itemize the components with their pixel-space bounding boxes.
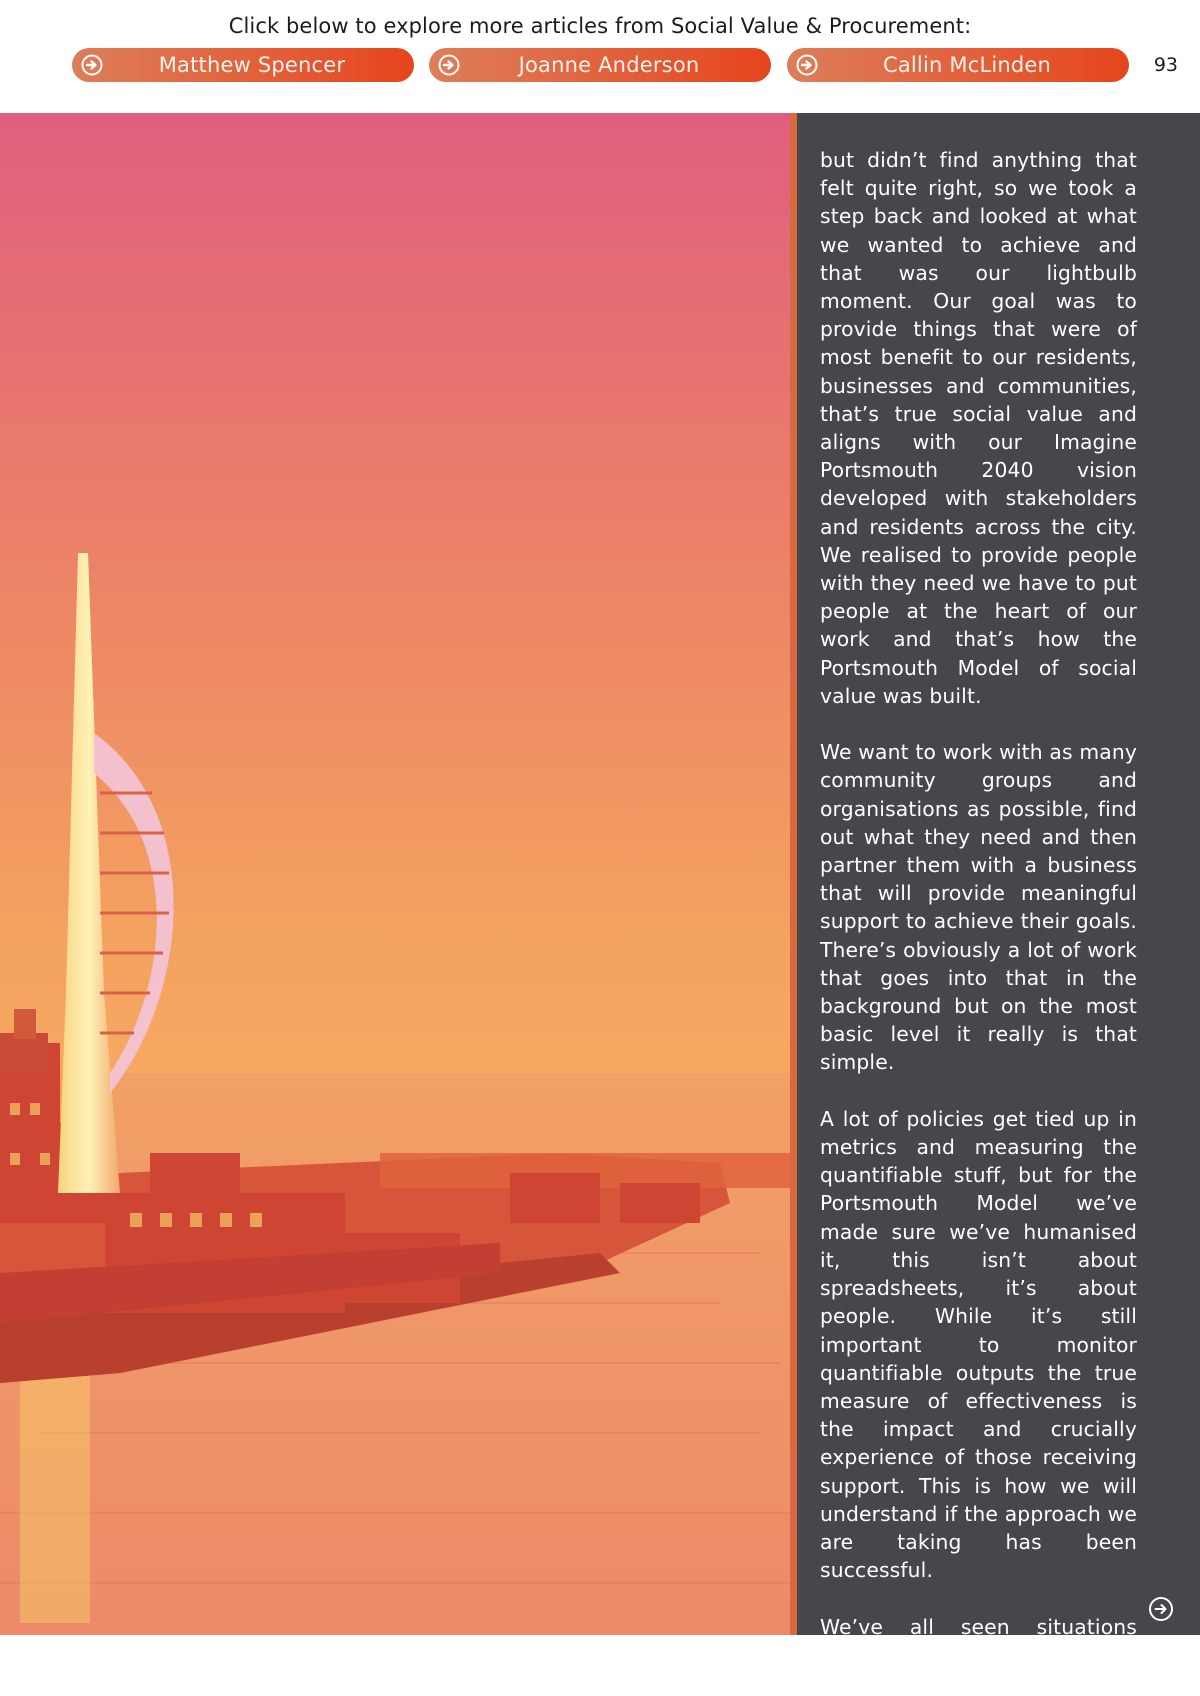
- harbour-skyline-photo: [0, 113, 797, 1635]
- article-link-label: Matthew Spencer: [158, 53, 346, 77]
- next-page-arrow-icon[interactable]: [1148, 1596, 1174, 1622]
- photo-divider: [790, 113, 797, 1635]
- article-paragraph: We’ve all seen situations where a company commits to something but when it comes: [820, 1614, 1137, 1695]
- harbour-illustration: [0, 113, 797, 1635]
- article-paragraph: We want to work with as many community groups and organisations as possible, find out what they need and then partner them with a business that will provide meaningful support to achieve their goals. There’s obviously a lot of work that goes into that in the background but on the most basic level it really is that simple.: [820, 740, 1137, 1075]
- article-link-matthew-spencer[interactable]: [72, 48, 414, 82]
- article-link-joanne-anderson[interactable]: [429, 48, 771, 82]
- article-body: [820, 146, 1137, 1696]
- explore-intro-text: Click below to explore more articles from Social Value & Procurement:: [228, 14, 972, 38]
- page-number: 93: [1153, 54, 1178, 76]
- article-navigation-bar: [0, 0, 1200, 112]
- article-paragraph: but didn’t find anything that felt quite right, so we took a step back and looked at what we wanted to achieve and that was our lightbulb moment. Our goal was to provide things that were of most benefit to our residents, businesses and communities, that’s true social value and aligns with our Imagine Portsmouth 2040 vision developed with stakeholders and residents across the city. We realised to provide people with they need we have to put people at the heart of our work and that’s how the Portsmouth Model of social value was built.: [820, 148, 1137, 708]
- article-link-callin-mclinden[interactable]: [787, 48, 1129, 82]
- arrow-right-circle-icon: [438, 54, 460, 76]
- article-link-label: Joanne Anderson: [518, 53, 700, 77]
- arrow-right-circle-icon: [81, 54, 103, 76]
- arrow-right-circle-icon: [796, 54, 818, 76]
- article-link-label: Callin McLinden: [882, 53, 1052, 77]
- article-paragraph: A lot of policies get tied up in metrics and measuring the quantifiable stuff, but for the Portsmouth Model we’ve made sure we’ve humanised it, this isn’t about spreadsheets, it’s about people. While it’s still important to monitor quantifiable outputs the true measure of effectiveness is the impact and crucially experience of those receiving support. This is how we will understand if the approach we are taking has been successful.: [820, 1106, 1137, 1583]
- article-text-panel: [797, 113, 1200, 1695]
